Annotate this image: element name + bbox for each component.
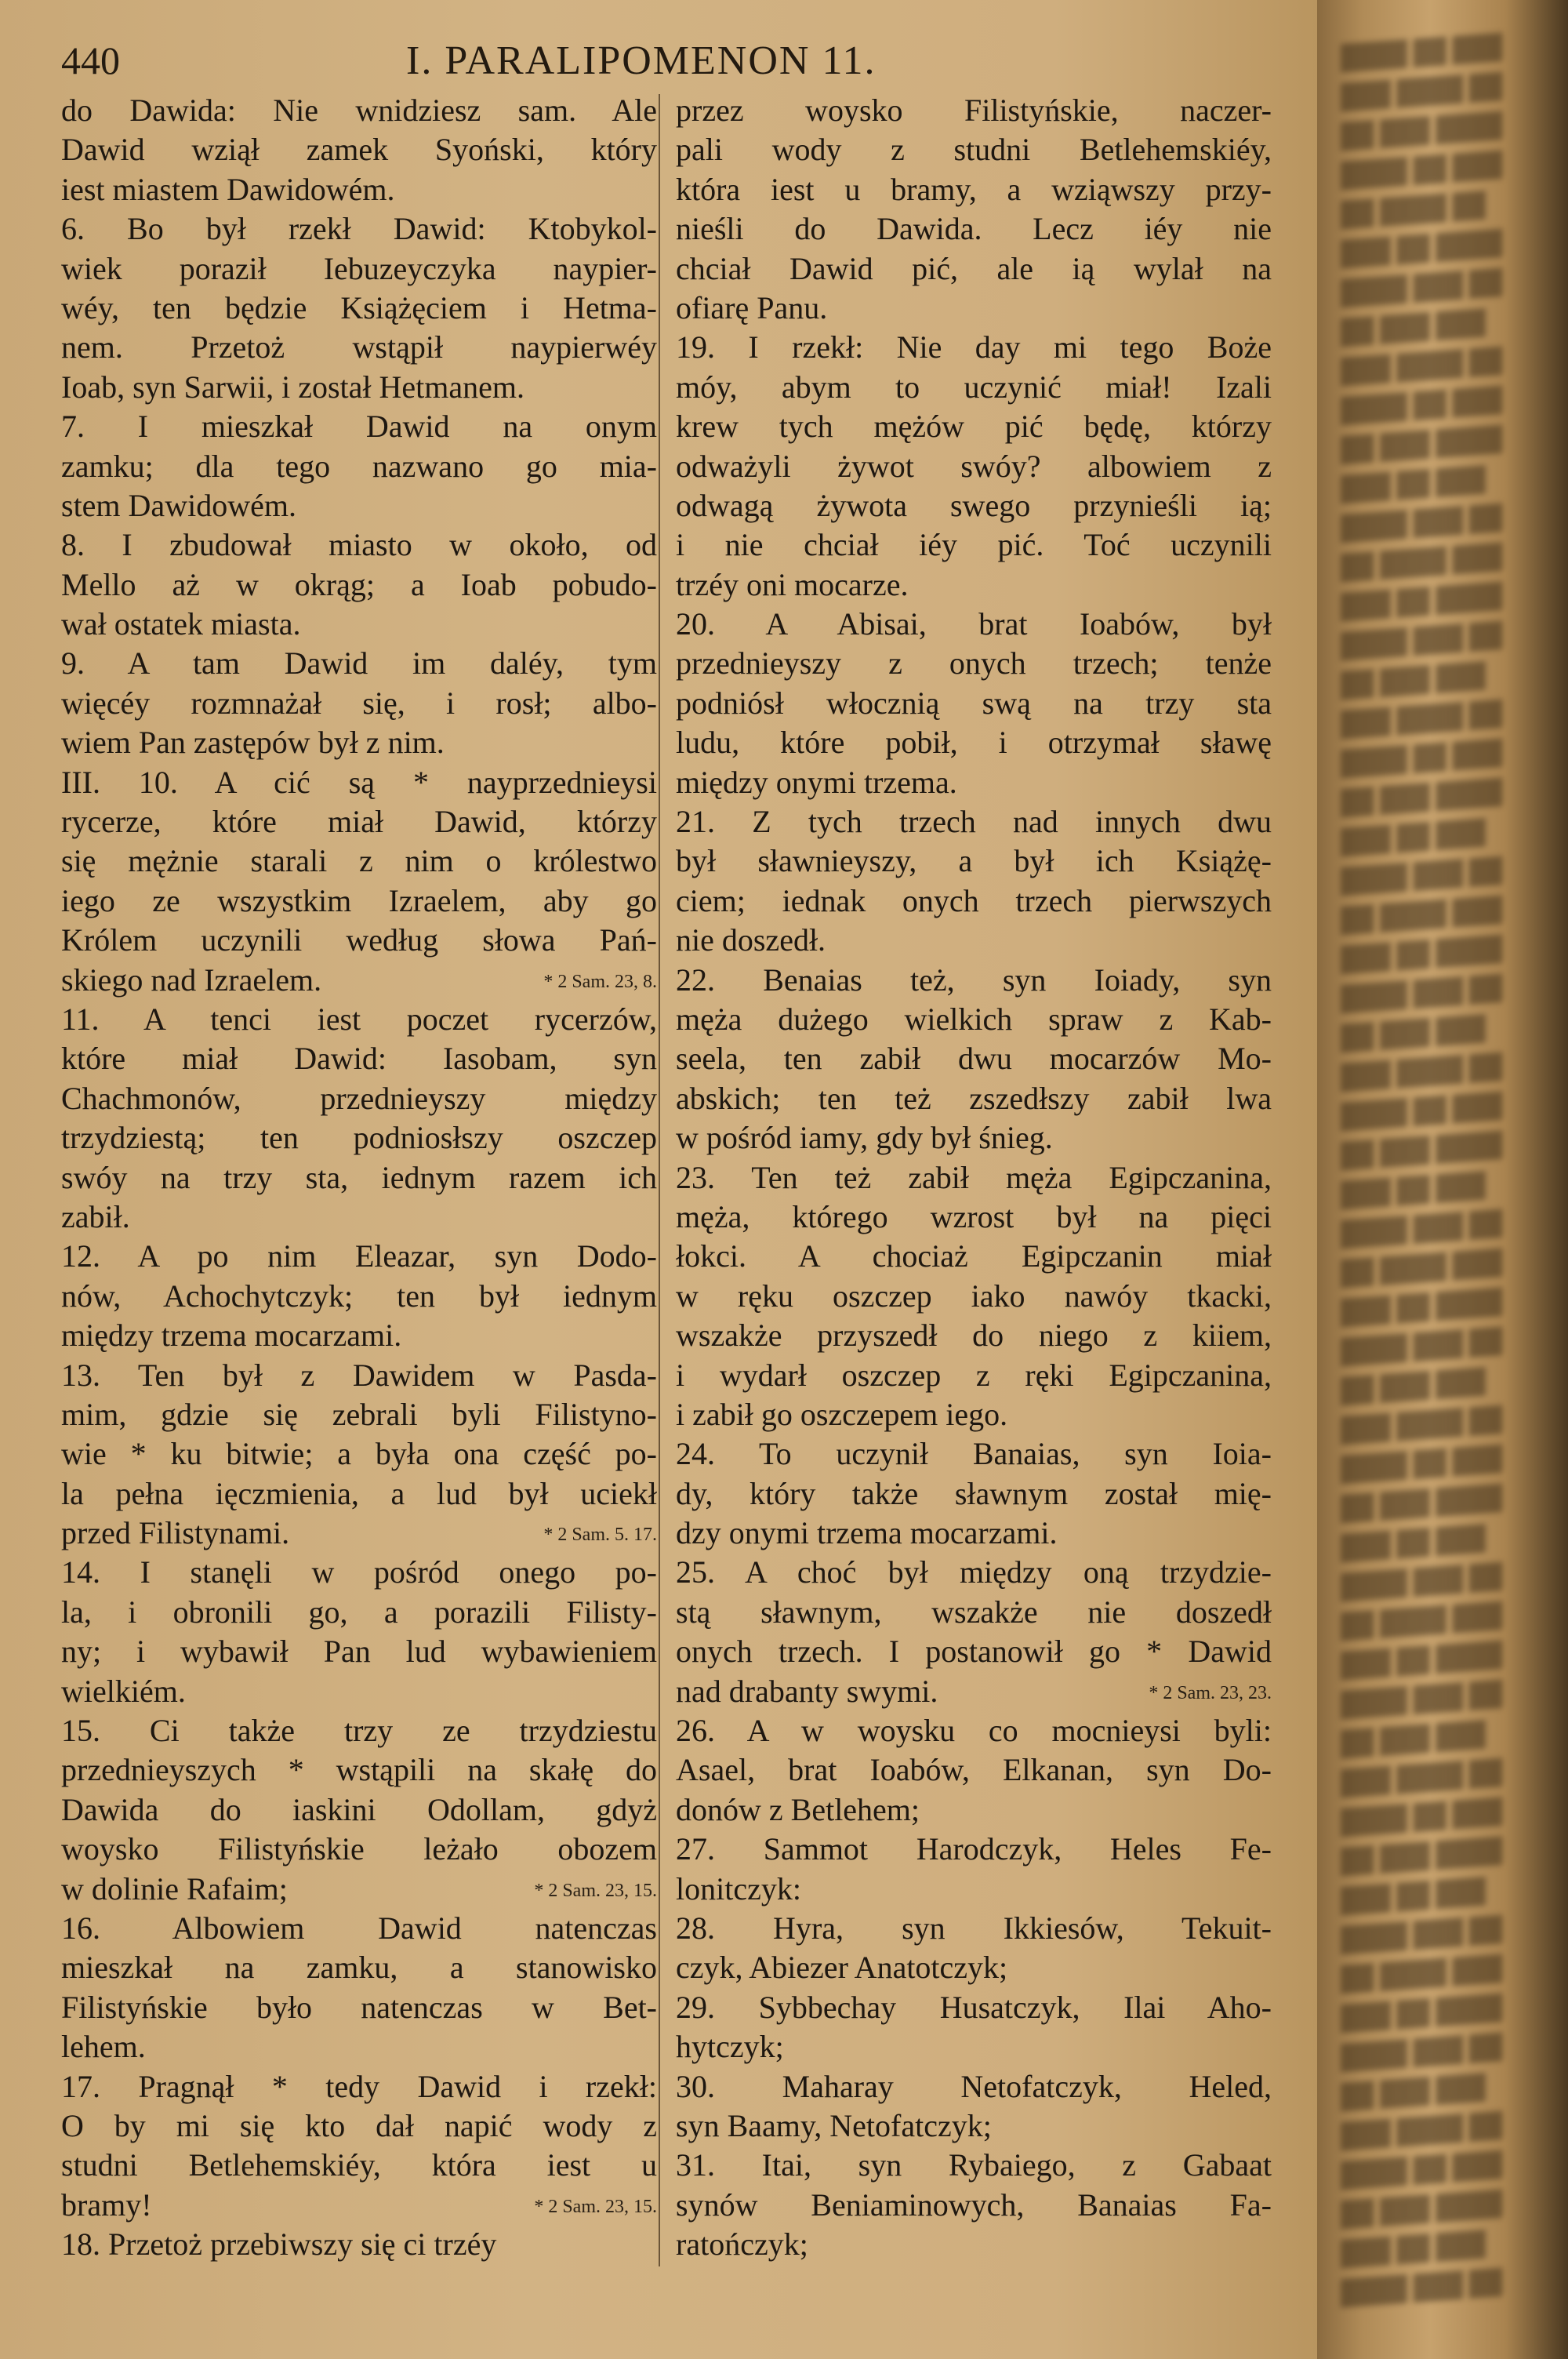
left-text-line: [61, 2225, 657, 2264]
right-text-line: [676, 605, 1272, 644]
line-text: męża dużego wielkich spraw z Kab-: [676, 1001, 1272, 1037]
line-text: skiego nad Izraelem.: [61, 961, 322, 998]
line-text: nieśli do Dawida. Lecz iéy nie: [676, 211, 1272, 247]
line-text: hytczyk;: [676, 2029, 784, 2065]
right-text-line: [676, 130, 1272, 169]
line-text: czyk, Abiezer Anatotczyk;: [676, 1950, 1008, 1986]
right-text-line: [676, 2225, 1272, 2264]
line-text: Asael, brat Ioabów, Elkanan, syn Do-: [676, 1752, 1272, 1788]
right-text-line: [676, 486, 1272, 525]
right-text-line: [676, 684, 1272, 723]
footnote-reference: * 2 Sam. 23, 15.: [534, 2196, 657, 2217]
right-text-line: [676, 802, 1272, 841]
line-text: nem. Przetoż wstąpił naypierwéy: [61, 329, 657, 365]
footnote-reference: * 2 Sam. 23, 8.: [543, 971, 657, 992]
left-text-line: [61, 1988, 657, 2027]
line-text: la, i obronili go, a porazili Filisty-: [61, 1594, 657, 1630]
left-text-line: [61, 1356, 657, 1395]
line-text: Dawid wziął zamek Syoński, który: [61, 132, 657, 168]
left-text-line: [61, 763, 657, 802]
line-text: między onymi trzema.: [676, 764, 957, 800]
line-text: do Dawida: Nie wnidziesz sam. Ale: [61, 93, 657, 128]
left-text-line: [61, 407, 657, 446]
line-text: nów, Achochytczyk; ten był iednym: [61, 1278, 657, 1314]
left-text-line: [61, 1553, 657, 1592]
right-text-line: [676, 881, 1272, 921]
column-divider: [659, 94, 660, 2266]
line-text: synów Beniaminowych, Banaias Fa-: [676, 2186, 1272, 2223]
line-text: Ioab, syn Sarwii, i został Hetmanem.: [61, 369, 524, 405]
footnote-reference: * 2 Sam. 23, 15.: [534, 1880, 657, 1901]
left-text-line: [61, 2027, 657, 2066]
line-text: 6. Bo był rzekł Dawid: Ktobykol-: [61, 211, 657, 247]
line-text: przed Filistynami.: [61, 1515, 290, 1551]
line-text: i zabił go oszczepem iego.: [676, 1396, 1008, 1432]
right-text-line: [676, 1711, 1272, 1750]
line-text: O by mi się kto dał napić wody z: [61, 2107, 657, 2143]
right-text-line: [676, 1039, 1272, 1078]
line-text: ludu, które pobił, i otrzymał sławę: [676, 725, 1272, 761]
left-text-line: [61, 644, 657, 683]
right-text-line: [676, 2027, 1272, 2066]
line-text: wał ostatek miasta.: [61, 606, 301, 642]
right-text-line: [676, 1198, 1272, 1237]
line-text: ciem; iednak onych trzech pierwszych: [676, 882, 1272, 918]
line-text: mim, gdzie się zebrali byli Filistyno-: [61, 1396, 657, 1432]
right-text-line: [676, 841, 1272, 881]
left-text-line: [61, 2067, 657, 2106]
right-text-line: [676, 1750, 1272, 1790]
left-text-line: [61, 1593, 657, 1632]
left-text-line: [61, 1079, 657, 1118]
left-text-line: [61, 1672, 657, 1711]
line-text: Królem uczynili według słowa Pań-: [61, 922, 657, 958]
left-text-line: [61, 368, 657, 407]
left-text-line: [61, 1158, 657, 1198]
line-text: odważyli żywot swóy? albowiem z: [676, 448, 1272, 484]
line-text: które miał Dawid: Iasobam, syn: [61, 1041, 657, 1077]
right-text-line: [676, 2146, 1272, 2185]
right-text-line: [676, 249, 1272, 289]
left-text-line: [61, 1277, 657, 1316]
right-text-line: [676, 525, 1272, 565]
left-text-line: [61, 447, 657, 486]
left-text-line: [61, 2106, 657, 2146]
line-text: 31. Itai, syn Rybaiego, z Gabaat: [676, 2147, 1272, 2183]
right-text-line: [676, 1870, 1272, 1909]
left-text-line: [61, 1434, 657, 1474]
line-text: 19. I rzekł: Nie day mi tego Boże: [676, 329, 1272, 365]
line-text: bramy!: [61, 2186, 152, 2223]
left-text-line: [61, 328, 657, 367]
right-text-line: [676, 921, 1272, 960]
right-text-line: [676, 565, 1272, 605]
line-text: seela, ten zabił dwu mocarzów Mo-: [676, 1041, 1272, 1077]
line-text: zabił.: [61, 1198, 130, 1234]
line-text: 25. A choć był między oną trzydzie-: [676, 1554, 1272, 1590]
left-text-line: [61, 841, 657, 881]
left-text-line: [61, 565, 657, 605]
line-text: 17. Pragnął * tedy Dawid i rzekł:: [61, 2068, 657, 2104]
right-text-line: [676, 1632, 1272, 1671]
left-text-line: [61, 289, 657, 328]
line-text: 18. Przetoż przebiwszy się ci trzéy: [61, 2226, 497, 2263]
left-text-line: [61, 130, 657, 169]
line-text: wiem Pan zastępów był z nim.: [61, 725, 445, 761]
line-text: 24. To uczynił Banaias, syn Ioia-: [676, 1436, 1272, 1472]
right-text-line: [676, 1434, 1272, 1474]
left-text-line: [61, 525, 657, 565]
line-text: syn Baamy, Netofatczyk;: [676, 2107, 992, 2143]
right-text-line: [676, 644, 1272, 683]
left-text-line: [61, 1118, 657, 1158]
left-text-line: [61, 881, 657, 921]
line-text: 27. Sammot Harodczyk, Heles Fe-: [676, 1831, 1272, 1867]
left-text-line: [61, 1830, 657, 1869]
right-text-line: [676, 1000, 1272, 1039]
line-text: 12. A po nim Eleazar, syn Dodo-: [61, 1238, 657, 1274]
line-text: trzydziestą; ten podniosłszy oszczep: [61, 1120, 657, 1156]
line-text: woysko Filistyńskie leżało obozem: [61, 1831, 657, 1867]
line-text: ofiarę Panu.: [676, 289, 828, 325]
line-text: la pełna ięczmienia, a lud był uciekł: [61, 1475, 657, 1511]
right-text-line: [676, 1395, 1272, 1434]
left-text-line: [61, 249, 657, 289]
right-text-line: [676, 1553, 1272, 1592]
line-text: która iest u bramy, a wziąwszy przy-: [676, 171, 1272, 207]
right-text-line: [676, 328, 1272, 367]
page-number: 440: [61, 38, 120, 82]
right-text-line: [676, 1948, 1272, 1987]
line-text: wéy, ten będzie Książęciem i Hetma-: [61, 289, 657, 325]
line-text: stem Dawidowém.: [61, 487, 296, 523]
line-text: krew tych mężów pić będę, którzy: [676, 409, 1272, 445]
left-text-line: [61, 802, 657, 841]
line-text: 14. I stanęli w pośród onego po-: [61, 1554, 657, 1590]
right-text-line: [676, 91, 1272, 130]
line-text: abskich; ten też zszedłszy zabił lwa: [676, 1080, 1272, 1116]
right-text-line: [676, 763, 1272, 802]
line-text: móy, abym to uczynić miał! Izali: [676, 369, 1272, 405]
left-text-line: [61, 209, 657, 249]
right-text-line: [676, 1316, 1272, 1355]
line-text: Filistyńskie było natenczas w Bet-: [61, 1989, 657, 2025]
line-text: Chachmonów, przednieyszy między: [61, 1080, 657, 1116]
left-text-line: [61, 1870, 657, 1909]
line-text: nad drabanty swymi.: [676, 1673, 938, 1709]
line-text: przez woysko Filistyńskie, naczer-: [676, 93, 1272, 128]
left-text-line: [61, 605, 657, 644]
right-text-line: [676, 1830, 1272, 1869]
line-text: onych trzech. I postanowił go * Dawid: [676, 1634, 1272, 1670]
right-text-line: [676, 2186, 1272, 2225]
line-text: 29. Sybbechay Husatczyk, Ilai Aho-: [676, 1989, 1272, 2025]
line-text: wiek poraził Iebuzeyczyka naypier-: [61, 250, 657, 286]
left-text-line: [61, 921, 657, 960]
left-text-line: [61, 1790, 657, 1830]
line-text: i nie chciał iéy pić. Toć uczynili: [676, 527, 1272, 563]
right-text-line: [676, 1237, 1272, 1276]
left-text-line: [61, 2146, 657, 2185]
left-text-line: [61, 1711, 657, 1750]
line-text: ratończyk;: [676, 2226, 808, 2263]
right-text-line: [676, 407, 1272, 446]
line-text: 15. Ci także trzy ze trzydziestu: [61, 1713, 657, 1749]
line-text: przednieyszych * wstąpili na skałę do: [61, 1752, 657, 1788]
footnote-reference: * 2 Sam. 23, 23.: [1149, 1682, 1272, 1703]
line-text: przednieyszy z onych trzech; tenże: [676, 645, 1272, 682]
right-text-line: [676, 1514, 1272, 1553]
line-text: pali wody z studni Betlehemskiéy,: [676, 132, 1272, 168]
right-text-line: [676, 209, 1272, 249]
line-text: podniósł włocznią swą na trzy sta: [676, 685, 1272, 721]
left-text-line: [61, 1909, 657, 1948]
left-text-line: [61, 91, 657, 130]
right-text-line: [676, 1593, 1272, 1632]
right-text-line: [676, 2106, 1272, 2146]
line-text: stą sławnym, wszakże nie doszedł: [676, 1594, 1272, 1630]
right-column: [676, 91, 1272, 2264]
line-text: męża, którego wzrost był na pięci: [676, 1198, 1272, 1234]
line-text: odwagą żywota swego przynieśli ią;: [676, 487, 1272, 523]
line-text: lehem.: [61, 2029, 146, 2065]
line-text: 8. I zbudował miasto w około, od: [61, 527, 657, 563]
line-text: 23. Ten też zabił męża Egipczanina,: [676, 1159, 1272, 1195]
right-text-line: [676, 2067, 1272, 2106]
right-text-line: [676, 170, 1272, 209]
line-text: studni Betlehemskiéy, która iest u: [61, 2147, 657, 2183]
running-title: I. PARALIPOMENON 11.: [406, 38, 877, 83]
line-text: w ręku oszczep iako nawóy tkacki,: [676, 1278, 1272, 1314]
line-text: dzy onymi trzema mocarzami.: [676, 1515, 1058, 1551]
left-text-line: [61, 1948, 657, 1987]
left-text-line: [61, 1316, 657, 1355]
line-text: łokci. A chociaż Egipczanin miał: [676, 1238, 1272, 1274]
left-text-line: [61, 1632, 657, 1671]
line-text: 16. Albowiem Dawid natenczas: [61, 1910, 657, 1946]
footnote-reference: * 2 Sam. 5. 17.: [543, 1525, 657, 1546]
right-text-line: [676, 1909, 1272, 1948]
right-text-line: [676, 1672, 1272, 1711]
line-text: trzéy oni mocarze.: [676, 566, 909, 602]
right-text-line: [676, 1277, 1272, 1316]
left-text-line: [61, 684, 657, 723]
line-text: 28. Hyra, syn Ikkiesów, Tekuit-: [676, 1910, 1272, 1946]
line-text: 9. A tam Dawid im daléy, tym: [61, 645, 657, 682]
left-text-line: [61, 1039, 657, 1078]
left-text-line: [61, 723, 657, 762]
facing-page-edge: [1317, 0, 1568, 2359]
line-text: 7. I mieszkał Dawid na onym: [61, 409, 657, 445]
line-text: zamku; dla tego nazwano go mia-: [61, 448, 657, 484]
line-text: 20. A Abisai, brat Ioabów, był: [676, 606, 1272, 642]
line-text: był sławnieyszy, a był ich Książę-: [676, 843, 1272, 879]
left-text-line: [61, 170, 657, 209]
page-header: [61, 38, 1300, 93]
line-text: iest miastem Dawidowém.: [61, 171, 395, 207]
line-text: między trzema mocarzami.: [61, 1318, 402, 1354]
left-text-line: [61, 2186, 657, 2225]
left-text-line: [61, 1198, 657, 1237]
line-text: swóy na trzy sta, iednym razem ich: [61, 1159, 657, 1195]
left-text-line: [61, 961, 657, 1000]
line-text: wszakże przyszedł do niego z kiiem,: [676, 1318, 1272, 1354]
line-text: iego ze wszystkim Izraelem, aby go: [61, 882, 657, 918]
right-text-line: [676, 289, 1272, 328]
line-text: więcéy rozmnażał się, i rosł; albo-: [61, 685, 657, 721]
line-text: się mężnie starali z nim o królestwo: [61, 843, 657, 879]
line-text: i wydarł oszczep z ręki Egipczanina,: [676, 1357, 1272, 1393]
left-text-line: [61, 1000, 657, 1039]
line-text: III. 10. A cić są * nayprzednieysi: [61, 764, 657, 800]
right-text-line: [676, 1356, 1272, 1395]
line-text: mieszkał na zamku, a stanowisko: [61, 1950, 657, 1986]
left-text-line: [61, 1514, 657, 1553]
line-text: w pośród iamy, gdy był śnieg.: [676, 1120, 1053, 1156]
line-text: lonitczyk:: [676, 1870, 801, 1906]
left-text-line: [61, 1474, 657, 1514]
left-text-line: [61, 1237, 657, 1276]
line-text: 22. Benaias też, syn Ioiady, syn: [676, 961, 1272, 998]
line-text: wie * ku bitwie; a była ona część po-: [61, 1436, 657, 1472]
line-text: rycerze, które miał Dawid, którzy: [61, 804, 657, 840]
right-text-line: [676, 447, 1272, 486]
line-text: 21. Z tych trzech nad innych dwu: [676, 804, 1272, 840]
line-text: dy, który także sławnym został mię-: [676, 1475, 1272, 1511]
right-text-line: [676, 368, 1272, 407]
line-text: donów z Betlehem;: [676, 1791, 920, 1827]
line-text: Dawida do iaskini Odollam, gdyż: [61, 1791, 657, 1827]
right-text-line: [676, 1118, 1272, 1158]
line-text: 11. A tenci iest poczet rycerzów,: [61, 1001, 657, 1037]
right-text-line: [676, 1158, 1272, 1198]
line-text: ny; i wybawił Pan lud wybawieniem: [61, 1634, 657, 1670]
line-text: nie doszedł.: [676, 922, 826, 958]
line-text: 26. A w woysku co mocnieysi byli:: [676, 1713, 1272, 1749]
right-text-line: [676, 961, 1272, 1000]
line-text: wielkiém.: [61, 1673, 186, 1709]
left-text-line: [61, 1750, 657, 1790]
right-text-line: [676, 1474, 1272, 1514]
line-text: w dolinie Rafaim;: [61, 1870, 288, 1906]
line-text: 13. Ten był z Dawidem w Pasda-: [61, 1357, 657, 1393]
line-text: Mello aż w okrąg; a Ioab pobudo-: [61, 566, 657, 602]
right-text-line: [676, 1988, 1272, 2027]
right-text-line: [676, 723, 1272, 762]
left-column: [61, 91, 657, 2264]
left-text-line: [61, 486, 657, 525]
right-text-line: [676, 1790, 1272, 1830]
left-text-line: [61, 1395, 657, 1434]
right-text-line: [676, 1079, 1272, 1118]
blurred-facing-text: ████ ██ ███ ███ ████ ██ ██ ███ ████ ████ ██ ███ ██ ████ ██ ███ ██ ████ ████ ███ ██ ██ ███ ███ ███ ████ ██ ████ ██ ███ ██ ███ ████ ███ ██ ███ ████ ███ ██ ██ ████ ███ ███ ██ ████ ████ ███ ██ ██ ███ ███ ███ ████ ██ ████ ██ ███ ██ ███ ████ ███ ██ ███ ████ ███ ██ ██ ████ ███ ███ ██ ████ ████ ███ ██ ██ ███ ███ ███ ████ ██ ████ ██ ███ ██ ███ ████ ███ ██ ███ ████ ███ ██ ██ ████ ███ ███ ██ ████ ████ ███ ██ ██ ███ ███ ███ ████ ██ ████ ██ ███ ██ ███ ████ ███ ██ ███ ████ ███ ██ ██ ████ ███ ███ ██ ████ ████ ███ ██ ██ ███ ███ ███ ████ ██ ████ ██ ███ ██ ███ ████ ███ ██ ███ ████ ███ ██ ██ ████ ███ ███ ██ ████ ████ ███ ██ ██ ███ ███ ███ ████ ██ ████ ██ ███ ██ ███ ████ ███ ██ ███ ████ ███ ██: [1341, 34, 1503, 2306]
line-text: chciał Dawid pić, ale ią wylał na: [676, 250, 1272, 286]
line-text: 30. Maharay Netofatczyk, Heled,: [676, 2068, 1272, 2104]
